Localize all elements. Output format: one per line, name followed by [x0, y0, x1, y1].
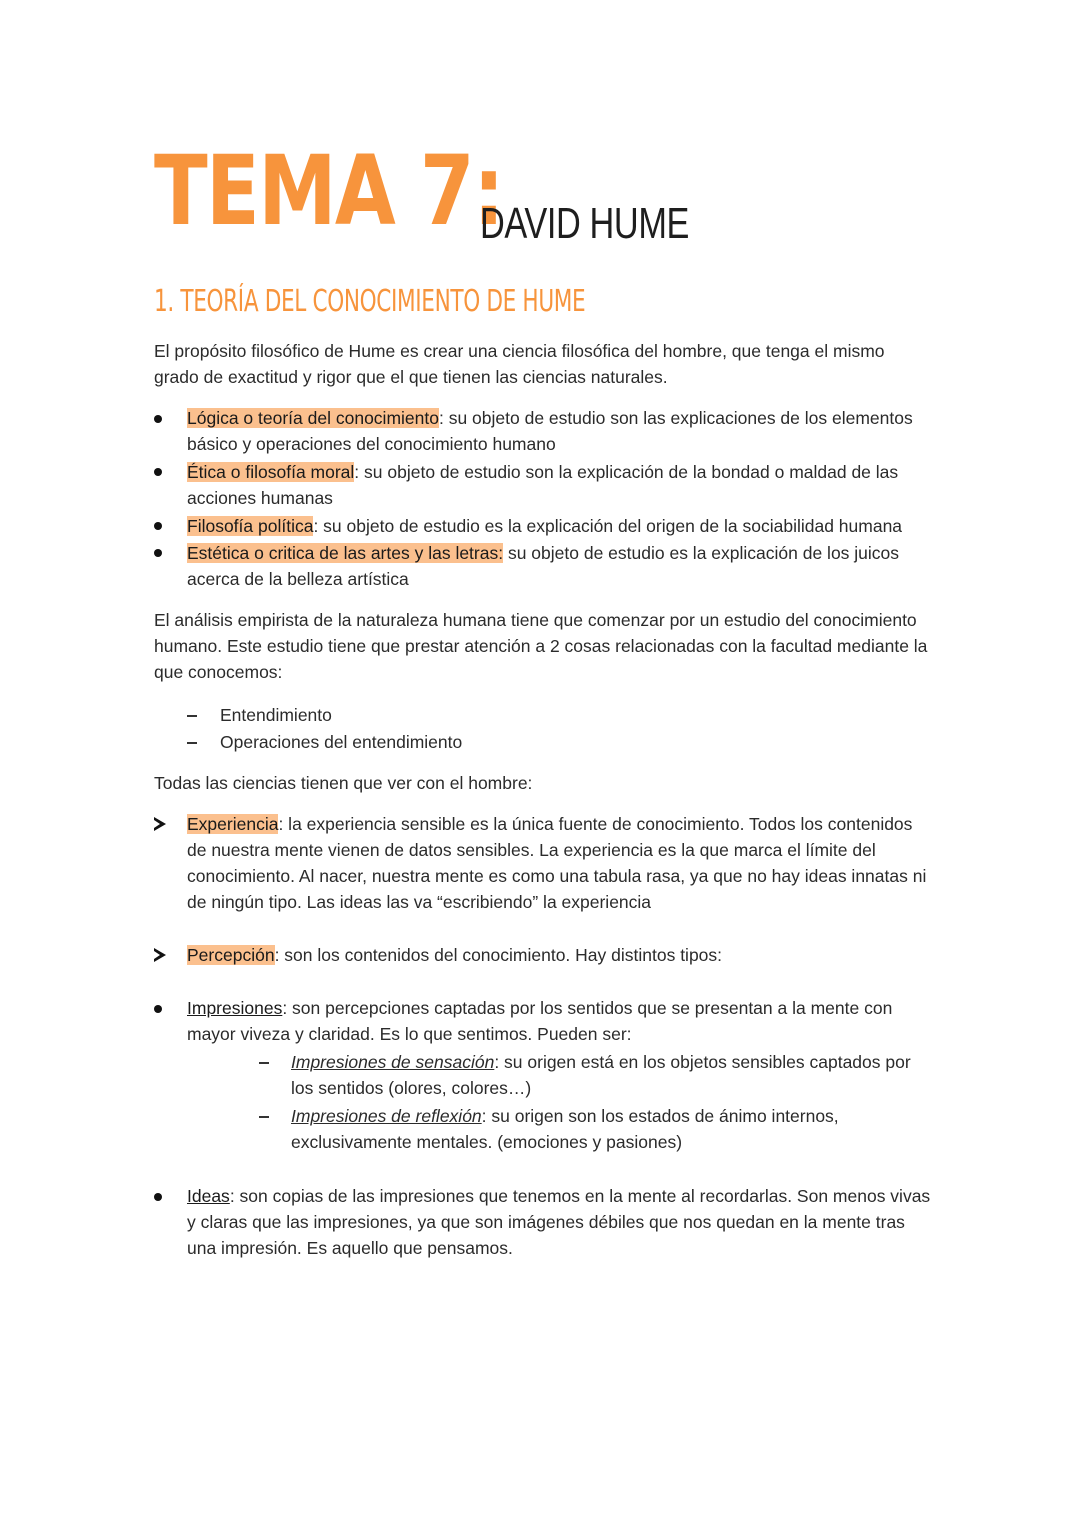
facultad-item: Entendimiento: [220, 705, 332, 725]
highlighted-term: Percepción: [187, 945, 275, 965]
bullet-icon: [154, 522, 162, 530]
italic-term: Impresiones de reflexión: [291, 1106, 482, 1126]
list-item-politica: [187, 513, 935, 539]
percepcion-text: : son los contenidos del conocimiento. Hay distintos tipos:: [274, 945, 723, 965]
highlighted-term: Experiencia: [187, 814, 279, 834]
impresion-sensacion-item: [291, 1049, 931, 1101]
bullet-icon: [154, 415, 162, 423]
intro-paragraph: El propósito filosófico de Hume es crear una ciencia filosófica del hombre, que tenga el mismo grado de exactitud y rigor que el que tienen las ciencias naturales.: [154, 341, 885, 387]
list-item-estetica: [187, 540, 935, 592]
arrow-bullet-icon: [154, 817, 166, 831]
section-heading: 1. TEORÍA DEL CONOCIMIENTO DE HUME: [154, 284, 586, 319]
list-item-text: : su objeto de estudio son las explicaciones de los elementos básico y operaciones del conocimiento humano: [187, 408, 913, 454]
facultad-item: Operaciones del entendimiento: [220, 732, 463, 752]
dash-icon: [187, 742, 197, 744]
underlined-term: Ideas: [187, 1186, 230, 1206]
list-item-text: su objeto de estudio es la explicación de los juicos acerca de la belleza artística: [187, 543, 900, 589]
list-item-logica: [187, 405, 935, 457]
sub-item-text: : su origen está en los objetos sensibles captados por los sentidos (olores, colores…): [291, 1052, 911, 1098]
list-item-etica: [187, 459, 935, 511]
bullet-icon: [154, 1005, 162, 1013]
highlighted-term: Filosofía política: [187, 516, 314, 536]
highlighted-term: Ética o filosofía moral: [187, 462, 355, 482]
ideas-text: : son copias de las impresiones que tenemos en la mente al recordarlas. Son menos vivas y claras que las impresiones, ya que son imágenes débiles que nos quedan en la mente tras una impresión. Es aquello que pensamos.: [187, 1186, 931, 1258]
bullet-icon: [154, 1193, 162, 1201]
dash-icon: [259, 1116, 269, 1118]
percepcion-item: [187, 942, 935, 968]
bullet-icon: [154, 468, 162, 476]
experiencia-text: : la experiencia sensible es la única fuente de conocimiento. Todos los contenidos de nuestra mente vienen de datos sensibles. La experiencia es la que marca el límite del conocimiento. Al nacer, nuestra mente es como una tabula rasa, ya que no hay ideas innatas ni de ningún tipo. Las ideas las va “escribiendo” la experiencia: [187, 814, 927, 912]
sub-item-text: : su origen son los estados de ánimo internos, exclusivamente mentales. (emociones y pasiones): [291, 1106, 839, 1152]
dash-icon: [187, 715, 197, 717]
page-title: TEMA 7:: [154, 135, 503, 247]
list-item-text: : su objeto de estudio son la explicación de la bondad o maldad de las acciones humanas: [187, 462, 899, 508]
impresiones-text: : son percepciones captadas por los sentidos que se presentan a la mente con mayor viveza y claridad. Es lo que sentimos. Pueden ser:: [187, 998, 893, 1044]
highlighted-term: Estética o critica de las artes y las letras:: [187, 543, 504, 563]
experiencia-item: [187, 811, 935, 915]
italic-term: Impresiones de sensación: [291, 1052, 495, 1072]
impresion-reflexion-item: [291, 1103, 931, 1155]
page-subtitle-author: DAVID HUME: [480, 199, 690, 248]
ciencias-paragraph: Todas las ciencias tienen que ver con el hombre:: [154, 773, 533, 793]
bullet-icon: [154, 549, 162, 557]
list-item-text: : su objeto de estudio es la explicación del origen de la sociabilidad humana: [313, 516, 903, 536]
highlighted-term: Lógica o teoría del conocimiento: [187, 408, 439, 428]
impresiones-item: [187, 995, 935, 1047]
arrow-bullet-icon: [154, 948, 166, 962]
underlined-term: Impresiones: [187, 998, 283, 1018]
analysis-paragraph: El análisis empirista de la naturaleza humana tiene que comenzar por un estudio del conocimiento humano. Este estudio tiene que prestar atención a 2 cosas relacionadas con la facultad mediante la que conocemos:: [154, 610, 928, 682]
ideas-item: [187, 1183, 935, 1261]
dash-icon: [259, 1062, 269, 1064]
